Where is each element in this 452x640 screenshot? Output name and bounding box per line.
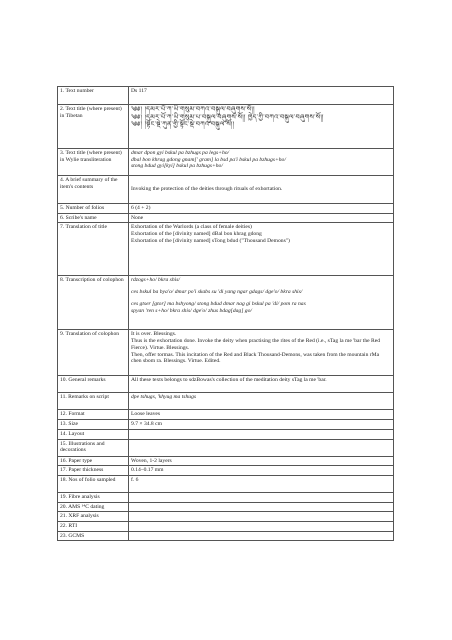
row-label: 8. Transcription of colophon bbox=[58, 276, 129, 330]
row-value bbox=[129, 149, 394, 176]
table-row bbox=[58, 420, 394, 430]
table-row bbox=[58, 531, 394, 541]
value-line: Exhortation of the [divinity named] dBal bon khrag gdong bbox=[131, 231, 262, 238]
value-line: ༄༅། །དམར་པོ་ཀ་ཡི་གསུམ་པ་བསྐུལ་བཞུགས་སོ།། ཁྱེད་ཀྱི་བཀའ་བསྐུལ་བཞུགས་སོ།། bbox=[131, 112, 324, 121]
row-label: 12. Format bbox=[58, 410, 129, 420]
row-label: 21. XRF analysis bbox=[58, 512, 129, 522]
table-row bbox=[58, 276, 394, 330]
row-label: 23. GCMS bbox=[58, 531, 129, 541]
row-label: 17. Paper thickness bbox=[58, 466, 129, 476]
value-line: None bbox=[131, 214, 144, 221]
value-line: Ds 117 bbox=[131, 88, 147, 94]
value-line: Exhortation of the Warlords (a class of female deities) bbox=[131, 224, 252, 231]
row-label: 5. Number of folios bbox=[58, 204, 129, 214]
table-row bbox=[58, 410, 394, 420]
row-label: 6. Scribe's name bbox=[58, 213, 129, 223]
table-row bbox=[58, 213, 394, 223]
value-line: Woven, 1-2 layers bbox=[131, 457, 172, 464]
value-line: ces bskul ba bya'o/ dmar po'i skabs su 'di yang ngar gdags/ dge'o/ bkra shis/ bbox=[131, 289, 303, 296]
row-value bbox=[129, 475, 394, 492]
row-label: 14. Layout bbox=[58, 429, 129, 439]
row-label: 18. Nos of folio sampled bbox=[58, 475, 129, 492]
value-line: 0.14–0.17 mm bbox=[131, 467, 164, 474]
row-label: 10. General remarks bbox=[58, 376, 129, 393]
row-value bbox=[129, 410, 394, 420]
table-row bbox=[58, 492, 394, 502]
row-label: 4. A brief summary of the item's contents bbox=[58, 176, 129, 204]
table-row bbox=[58, 87, 394, 105]
table-row bbox=[58, 466, 394, 476]
value-line: dpe tshugs, 'khyug ma tshugs bbox=[131, 394, 197, 401]
value-line: All these texts belongs to sdzBowas's collection of the meditation deity sTag la me 'bar. bbox=[131, 377, 327, 384]
row-label: 2. Text title (where present) in Tibetan bbox=[58, 105, 129, 149]
value-line: dbal bon khrag gdong gnam[' gram] la bsd pa'i bskul pa bzhugs+ho/ bbox=[131, 156, 286, 163]
row-value bbox=[129, 439, 394, 456]
row-value bbox=[129, 176, 394, 204]
row-value bbox=[129, 276, 394, 330]
row-label: 3. Text title (where present) in Wylie transliteration bbox=[58, 149, 129, 176]
row-value bbox=[129, 87, 394, 105]
value-line: Thus is the exhortation done. Invoke the deity when practising the rites of the Red (i.e., sTag la me 'bar the Red Fierce). Virtue. Blessings. bbox=[131, 338, 381, 351]
value-line: ces gtser [gtor] ma bshyong/ stong bdud dmar nag gi bskul pa 'di/ pom ra nas bbox=[131, 300, 306, 307]
row-value bbox=[129, 223, 394, 276]
row-value bbox=[129, 105, 394, 149]
row-value bbox=[129, 376, 394, 393]
row-value bbox=[129, 456, 394, 466]
value-line: rdzogs+ho/ bkra shis/ bbox=[131, 277, 180, 284]
table-row bbox=[58, 522, 394, 532]
table-row bbox=[58, 204, 394, 214]
table-row bbox=[58, 429, 394, 439]
table-row bbox=[58, 439, 394, 456]
row-value bbox=[129, 512, 394, 522]
table-row bbox=[58, 176, 394, 204]
table-row bbox=[58, 456, 394, 466]
row-label: 9. Translation of colophon bbox=[58, 330, 129, 376]
row-value bbox=[129, 330, 394, 376]
row-value bbox=[129, 213, 394, 223]
row-value bbox=[129, 204, 394, 214]
value-line: 9.7 × 34.8 cm bbox=[131, 421, 162, 428]
row-label: 20. AMS ¹⁴C dating bbox=[58, 502, 129, 512]
row-value bbox=[129, 429, 394, 439]
table-row bbox=[58, 149, 394, 176]
table-row bbox=[58, 475, 394, 492]
row-label: 22. RTI bbox=[58, 522, 129, 532]
row-value bbox=[129, 522, 394, 532]
row-label: 19. Fibre analysis bbox=[58, 492, 129, 502]
row-value bbox=[129, 466, 394, 476]
row-value bbox=[129, 531, 394, 541]
value-line: dmar dpon gyi bskul pa bzhugs pa legs+ho/ bbox=[131, 150, 230, 156]
row-label: 16. Paper type bbox=[58, 456, 129, 466]
value-line: ༄༅། །དམར་པོ་ཀ་ཡི་གསུམ་བཀའ་བསྐུལ་བཞུགས་སོ།། bbox=[131, 105, 255, 113]
value-line: Exhortation of the [divinity named] sTong bdud ("Thousand Demons") bbox=[131, 237, 290, 244]
row-label: 15. Illustrations and decorations bbox=[58, 439, 129, 456]
value-line: Invoking the protection of the deities through rituals of exhortation. bbox=[131, 186, 283, 193]
row-value bbox=[129, 502, 394, 512]
table-row bbox=[58, 105, 394, 149]
value-line: f. 6 bbox=[131, 476, 139, 483]
table-row bbox=[58, 330, 394, 376]
value-line: ༄༅། །སྟོང་སྡེ་ཀུན་གྱི་སྟོང་སྡེ་བཀའ་བསྐུལ་སོ།། bbox=[131, 120, 235, 129]
row-value bbox=[129, 492, 394, 502]
value-line: stong bdud gyi[kyi] bskul pa bzhugs+ho/ bbox=[131, 163, 223, 170]
row-label: 1. Text number bbox=[58, 87, 129, 105]
row-label: 7. Translation of title bbox=[58, 223, 129, 276]
row-label: 13. Size bbox=[58, 420, 129, 430]
table-row bbox=[58, 512, 394, 522]
table-row bbox=[58, 393, 394, 410]
catalog-table bbox=[57, 86, 394, 541]
value-line: spyan 'ren s+ho/ bkra shis/ dge'o/ zhus bdag[dag] go/ bbox=[131, 307, 252, 314]
table-row bbox=[58, 223, 394, 276]
row-label: 11. Remarks on script bbox=[58, 393, 129, 410]
row-value bbox=[129, 420, 394, 430]
table-row bbox=[58, 376, 394, 393]
value-line: It is over. Blessings. bbox=[131, 331, 177, 338]
row-value bbox=[129, 393, 394, 410]
value-line: Loose leaves bbox=[131, 411, 161, 418]
table-row bbox=[58, 502, 394, 512]
value-line: 6 (4 + 2) bbox=[131, 205, 151, 211]
value-line: Then, offer tormas. This incitation of the Red and Black Thousand-Demons, was taken from the mountain rMa chen sbom ra. Blessings. Virtue. Edited. bbox=[131, 351, 380, 365]
